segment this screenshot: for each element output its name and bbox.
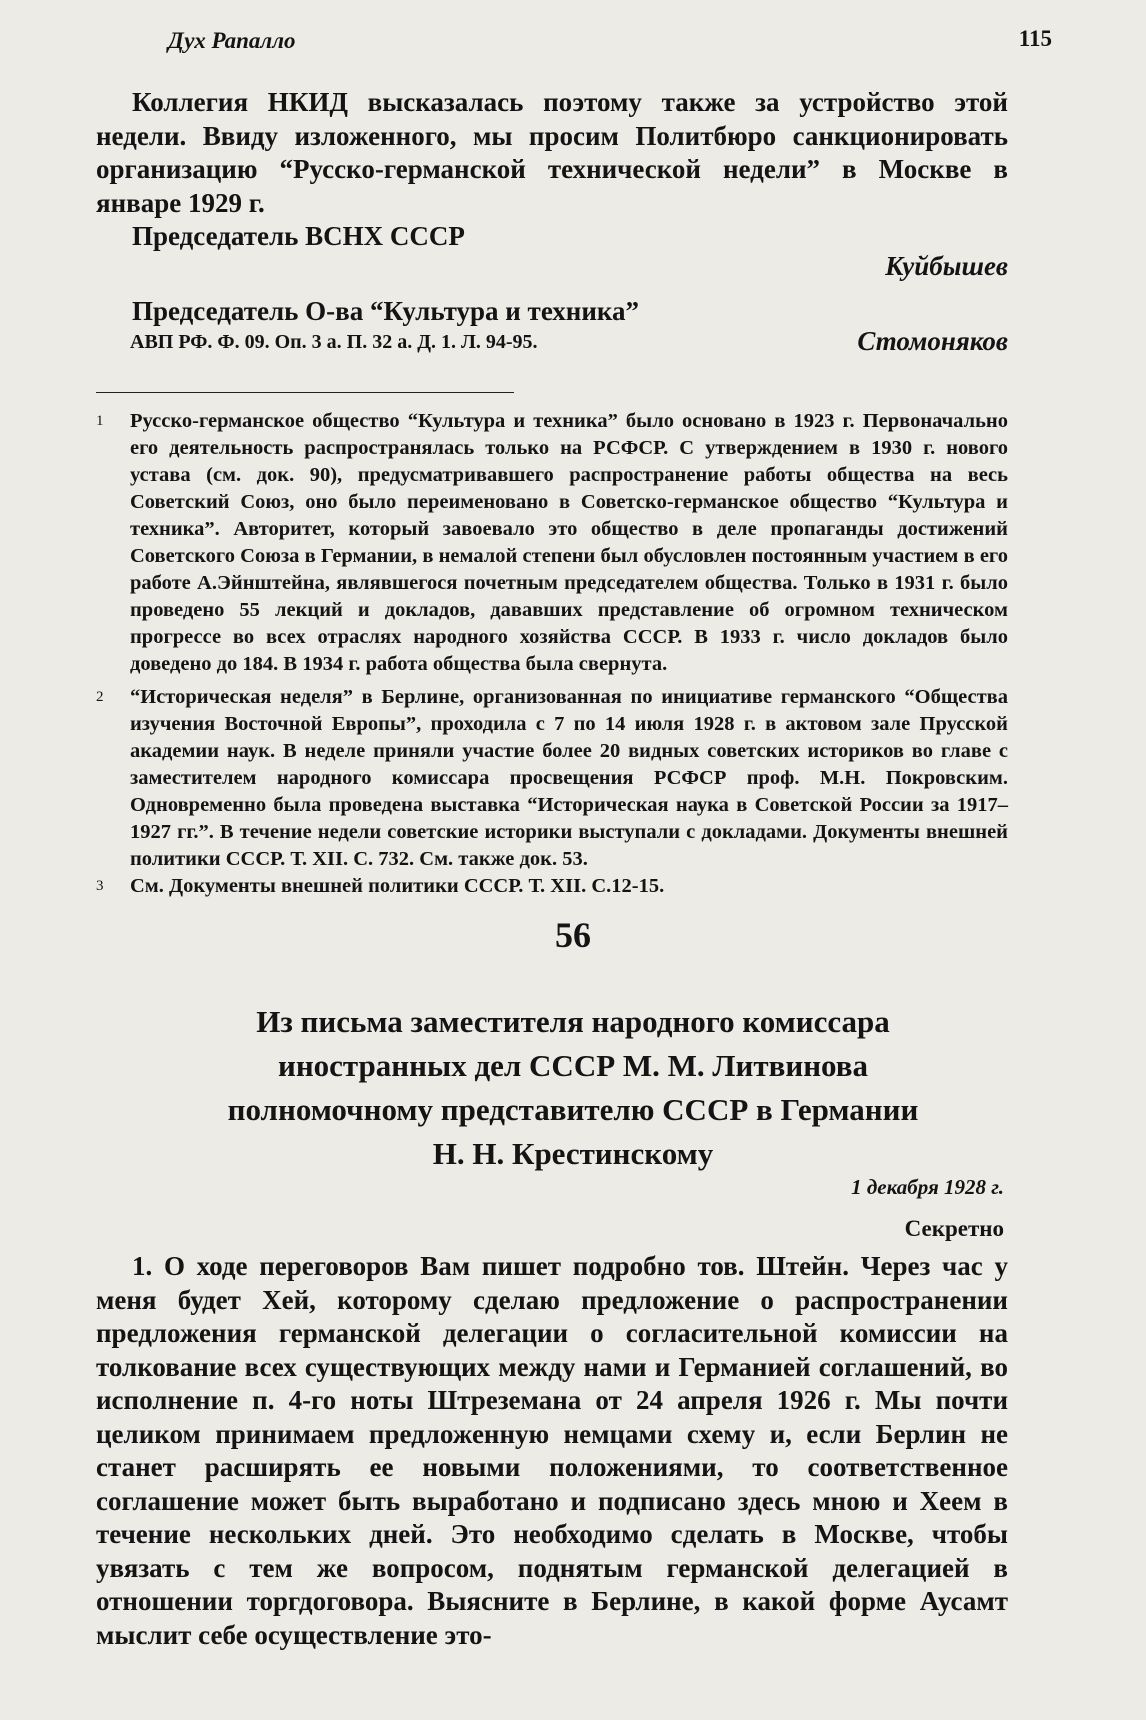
footnote [96, 684, 1008, 873]
footnote-text: “Историческая неделя” в Берлине, организованная по инициативе германского “Общества изучения Восточной Европы”, проходила с 7 по 14 июля 1928 г. в актовом зале Прусской академии наук. В неделе приняли участие более 20 видных советских историков во главе с заместителем народного комиссара просвещения РСФСР проф. М.Н. Покровским. Одновременно была проведена выставка “Историческая наука в Советской России за 1917–1927 гг.”. В течение недели советские историки выступали с докладами. Документы внешней политики СССР. Т. XII. С. 732. См. также док. 53. [130, 686, 1008, 870]
signer2-name: Стомоняков [857, 325, 1008, 356]
document-number: 56 [555, 915, 591, 955]
letter-paragraph: 1. О ходе переговоров Вам пишет подробно тов. Штейн. Через час у меня будет Хей, которому сделаю предложение о распространении предложения германской делегации о согласительной комиссии на толкование всех существующих между нами и Германией соглашений, во исполнение п. 4-го ноты Штреземана от 24 апреля 1926 г. Мы почти целиком принимаем предложенную немцами схему и, если Берлин не станет расширять ее новыми положениями, то соответственное соглашение может быть выработано и подписано здесь мною и Хеем в течение нескольких дней. Это необходимо сделать в Москве, чтобы увязать с тем же вопросом, поднятым германской делегацией в отношении торгдоговора. Выясните в Берлине, в какой форме Аусамт мыслит себе осуществление это- [96, 1251, 1008, 1650]
top-block [96, 86, 1008, 358]
signer2-title: Председатель О-ва “Культура и техника” [132, 296, 640, 326]
footnote-text: См. Документы внешней политики СССР. Т. XII. С.12-15. [130, 875, 665, 897]
signer1-title: Председатель ВСНХ СССР [132, 221, 465, 251]
letter-body [96, 1250, 1008, 1652]
running-title: Дух Рапалло [168, 28, 296, 53]
title-line: Н. Н. Крестинскому [432, 1136, 714, 1171]
footnote-number: 2 [96, 689, 104, 705]
footnote-text: Русско-германское общество “Культура и техника” было основано в 1923 г. Первоначально его деятельность распространялась только на РСФСР. С утверждением в 1930 г. нового устава (см. док. 90), предусматривавшего распространение работы общества на весь Советский Союз, оно было переименовано в Советско-германское общество “Культура и техника”. Авторитет, который завоевало это общество в деле пропаганды достижений Советского Союза в Германии, в немалой степени был обусловлен постоянным участием в его работе А.Эйнштейна, являвшегося почетным председателем общества. Только в 1931 г. было проведено 55 лекций и докладов, дававших представление об огромном техническом прогрессе во всех отраслях народного хозяйства СССР. В 1933 г. число докладов было доведено до 184. В 1934 г. работа общества была свернута. [130, 410, 1008, 675]
footnote-divider [96, 392, 514, 393]
closing-paragraph: Коллегия НКИД высказалась поэтому также за устройство этой недели. Ввиду изложенного, мы просим Политбюро санкционировать организацию “Русско-германской технической недели” в Москве в январе 1929 г. [96, 87, 1008, 218]
footnotes [96, 408, 1008, 900]
archive-reference: АВП РФ. Ф. 09. Оп. 3 а. П. 32 а. Д. 1. Л. 94-95. [130, 331, 538, 353]
footnote-number: 3 [96, 878, 104, 894]
signer1-name: Куйбышев [885, 250, 1008, 281]
footnote [96, 408, 1008, 678]
title-line: иностранных дел СССР М. М. Литвинова [277, 1048, 869, 1083]
page-number: 115 [1018, 26, 1052, 51]
footnote-number: 1 [96, 413, 104, 429]
footnote [96, 873, 1008, 900]
classification-label: Секретно [904, 1216, 1004, 1241]
title-line: полномочному представителю СССР в Германии [227, 1092, 919, 1127]
document-title [150, 1000, 996, 1176]
title-line: Из письма заместителя народного комиссара [256, 1004, 890, 1039]
document-date: 1 декабря 1928 г. [851, 1175, 1004, 1199]
